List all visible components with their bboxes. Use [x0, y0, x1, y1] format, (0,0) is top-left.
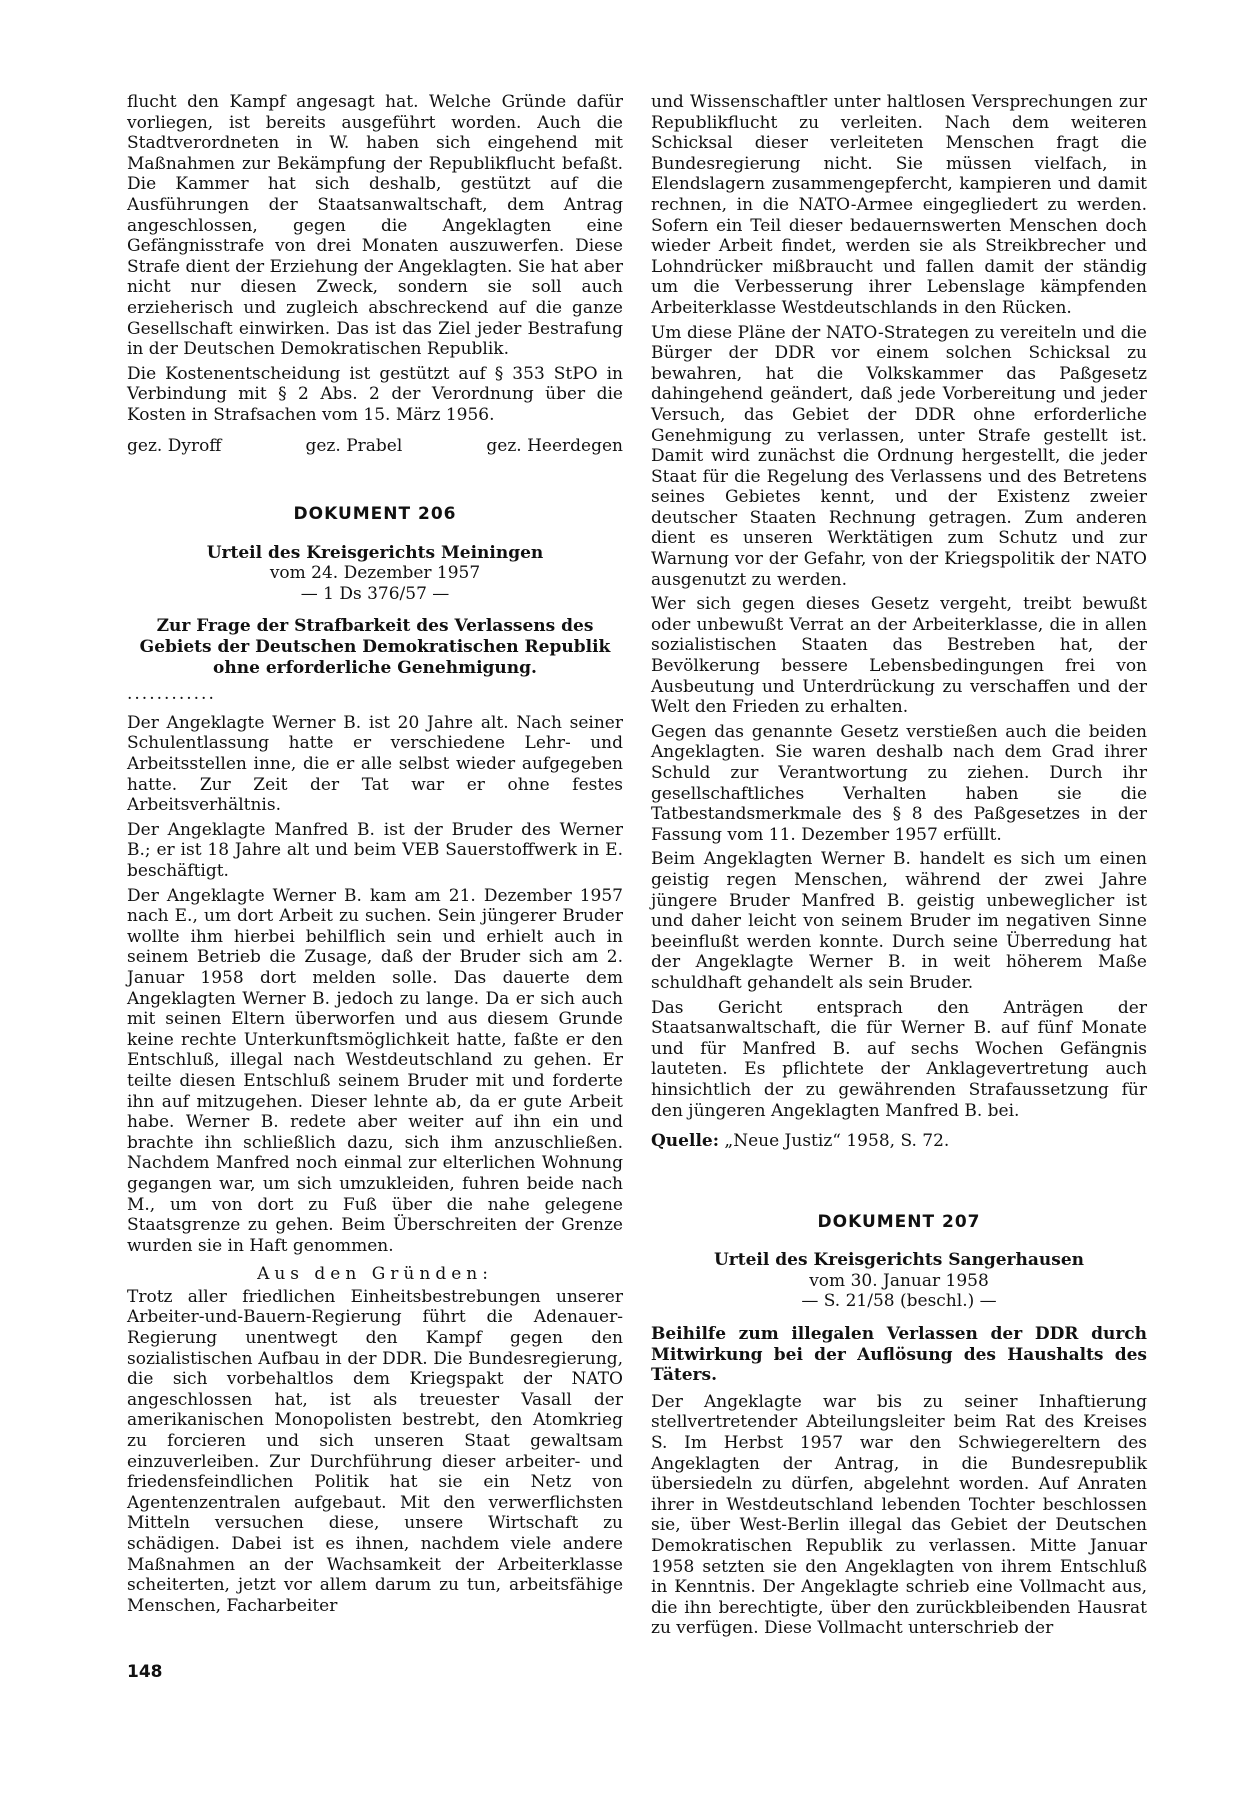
paragraph: flucht den Kampf angesagt hat. Welche Gründe dafür vorliegen, ist bereits ausgeführt worden. Auch die Stadtverordneten in W. haben sich eingehend mit Maßnahmen zur Bekämpfung der Republikflucht befaßt. Die Kammer hat sich deshalb, gestützt auf die Ausführungen der Staatsanwaltschaft, dem Antrag angeschlossen, gegen die Angeklagten eine Gefängnisstrafe von drei Monaten auszuwerfen. Diese Strafe dient der Erziehung der Angeklagten. Sie hat aber nicht nur diesen Zweck, sondern sie soll auch erzieherisch und zugleich abschreckend auf die ganze Gesellschaft einwirken. Das ist das Ziel jeder Bestrafung in der Deutschen Demokratischen Republik. [127, 92, 623, 360]
paragraph: Das Gericht entsprach den Anträgen der Staatsanwaltschaft, die für Werner B. auf fünf Monate und für Manfred B. auf sechs Wochen Gefängnis lauteten. Es pflichtete der Anklagevertretung auch hinsichtlich der zu gewährenden Strafaussetzung für den jüngeren Angeklagten Manfred B. bei. [651, 997, 1147, 1121]
page-number: 148 [127, 1662, 163, 1682]
paragraph: Der Angeklagte war bis zu seiner Inhaftierung stellvertretender Abteilungsleiter beim Rat des Kreises S. Im Herbst 1957 war den Schwiegereltern des Angeklagten der Antrag, in die Bundesrepublik übersiedeln zu dürfen, abgelehnt worden. Auf Anraten ihrer in Westdeutschland lebenden Tochter beschlossen sie, über West-Berlin illegal das Gebiet der Deutschen Demokratischen Republik zu verlassen. Mitte Januar 1958 setzten sie den Angeklagten von ihrem Entschluß in Kenntnis. Der Angeklagte schrieb eine Vollmacht aus, die ihn berechtigte, über den zurückbleibenden Hausrat zu verfügen. Diese Vollmacht unterschrieb der [651, 1391, 1147, 1639]
judgment-date: vom 30. Januar 1958 [809, 1270, 989, 1291]
reasons-heading: Aus den Gründen: [257, 1264, 493, 1285]
judgment-date: vom 24. Dezember 1957 [269, 563, 481, 584]
paragraph: Der Angeklagte Werner B. ist 20 Jahre alt. Nach seiner Schulentlassung hatte er verschiedene Lehr- und Arbeitsstellen inne, die er alle selbst wieder aufgegeben hatte. Zur Zeit der Tat war er ohne festes Arbeitsverhältnis. [127, 712, 623, 816]
court-title: Urteil des Kreisgerichts Sangerhausen [713, 1250, 1084, 1271]
paragraph: Der Angeklagte Manfred B. ist der Bruder des Werner B.; er ist 18 Jahre alt und beim VEB Sauerstoffwerk in E. beschäftigt. [127, 819, 623, 881]
subject-heading: Zur Frage der Strafbarkeit des Verlassens des Gebiets der Deutschen Demokratischen Republik ohne erforderliche Genehmigung. [139, 616, 611, 678]
paragraph: Trotz aller friedlichen Einheitsbestrebungen unserer Arbeiter-und-Bauern-Regierung führt die Adenauer-Regierung unentwegt den Kampf gegen den sozialistischen Aufbau in der DDR. Die Bundesregierung, die sich vorbehaltlos dem Kriegspakt der NATO angeschlossen hat, ist als treuester Vasall der amerikanischen Monopolisten bestrebt, den Atomkrieg zu forcieren und sich unseren Staat gewaltsam einzuverleiben. Zur Durchführung dieser arbeiter- und friedensfeindlichen Politik hat sie ein Netz von Agentenzentralen aufgebaut. Mit den verwerflichsten Mitteln versuchen diese, unsere Wirtschaft zu schädigen. Dabei ist es ihnen, nachdem viele andere Maßnahmen an der Wachsamkeit der Arbeiterklasse scheiterten, jetzt vor allem darum zu tun, arbeitsfähige Menschen, Facharbeiter [127, 1286, 623, 1616]
signature: gez. Prabel [305, 435, 403, 456]
case-reference: — 1 Ds 376/57 — [300, 583, 450, 604]
document-heading: DOKUMENT 206 [293, 504, 457, 525]
paragraph: Um diese Pläne der NATO-Strategen zu vereiteln und die Bürger der DDR vor einem solchen Schicksal zu bewahren, hat die Volkskammer das Paßgesetz dahingehend geändert, daß jede Vorbereitung und jeder Versuch, das Gebiet der DDR ohne erforderliche Genehmigung zu verlassen, unter Strafe gestellt ist. Damit wird zunächst die Ordnung hergestellt, die jeder Staat für die Regelung des Verlassens und des Betretens seines Gebietes kennt, und der Existenz zweier deutscher Staaten Rechnung getragen. Zum anderen dient es unseren Werktätigen zum Schutz und zur Warnung vor der Gefahr, von der Kriegspolitik der NATO ausgenutzt zu werden. [651, 322, 1147, 590]
paragraph: Der Angeklagte Werner B. kam am 21. Dezember 1957 nach E., um dort Arbeit zu suchen. Sein jüngerer Bruder wollte ihm hierbei behilflich sein und erhielt auch in seinem Betrieb die Zusage, daß der Bruder sich am 2. Januar 1958 dort melden solle. Das dauerte dem Angeklagten Werner B. jedoch zu lange. Da er sich auch mit seinen Eltern überworfen und aus diesem Grunde keine rechte Unterkunftsmöglichkeit hatte, faßte er den Entschluß, illegal nach Westdeutschland zu gehen. Er teilte diesen Entschluß seinem Bruder mit und forderte ihn auf mitzugehen. Dieser lehnte ab, da er gute Arbeit habe. Werner B. redete aber weiter auf ihn ein und brachte ihn schließlich dazu, sich ihm anzuschließen. Nachdem Manfred noch einmal zur elterlichen Wohnung gegangen war, um sich umzukleiden, fuhren beide nach M., um von dort zu Fuß über die nahe gelegene Staatsgrenze zu gehen. Beim Überschreiten der Grenze wurden sie in Haft genommen. [127, 885, 623, 1256]
signatures [127, 436, 623, 457]
signature: gez. Dyroff [127, 435, 222, 456]
source-text: „Neue Justiz“ 1958, S. 72. [724, 1131, 950, 1152]
source-label: Quelle: [651, 1131, 719, 1152]
right-column [651, 92, 1147, 1643]
paragraph: Beim Angeklagten Werner B. handelt es sich um einen geistig regen Menschen, während der zwei Jahre jüngere Bruder Manfred B. geistig unbeweglicher ist und daher leicht von seinem Bruder im negativen Sinne beeinflußt werden konnte. Durch seine Überredung hat der Angeklagte Werner B. in weit höherem Maße schuldhaft gehandelt als sein Bruder. [651, 849, 1147, 993]
case-reference: — S. 21/58 (beschl.) — [801, 1291, 997, 1312]
left-column [127, 92, 623, 1620]
paragraph: Die Kostenentscheidung ist gestützt auf § 353 StPO in Verbindung mit § 2 Abs. 2 der Verordnung über die Kosten in Strafsachen vom 15. März 1956. [127, 363, 623, 425]
signature: gez. Heerdegen [486, 435, 623, 456]
court-title: Urteil des Kreisgerichts Meiningen [206, 542, 544, 563]
paragraph: und Wissenschaftler unter haltlosen Versprechungen zur Republikflucht zu verleiten. Nach dem weiteren Schicksal dieser verleiteten Menschen fragt die Bundesregierung nicht. Sie müssen vielfach, in Elendslagern zusammengepfercht, kampieren und damit rechnen, in die NATO-Armee eingegliedert zu werden. Sofern ein Teil dieser bedauernswerten Menschen doch wieder Arbeit findet, werden sie als Streikbrecher und Lohndrücker mißbraucht und fallen damit der ständig um die Verbesserung ihrer Lebenslage kämpfenden Arbeiterklasse Westdeutschlands in den Rücken. [651, 92, 1147, 318]
paragraph: Wer sich gegen dieses Gesetz vergeht, treibt bewußt oder unbewußt Verrat an der Arbeiterklasse, die in allen sozialistischen Staaten das Bestreben hat, der Bevölkerung bessere Lebensbedingungen frei von Ausbeutung und Unterdrückung zu verschaffen und der Welt den Frieden zu erhalten. [651, 594, 1147, 718]
source-line [651, 1131, 1147, 1152]
ellipsis-dots: ............ [127, 684, 216, 705]
document-heading: DOKUMENT 207 [817, 1211, 981, 1232]
paragraph: Gegen das genannte Gesetz verstießen auch die beiden Angeklagten. Sie waren deshalb nach dem Grad ihrer Schuld zur Verantwortung zu ziehen. Durch ihr gesellschaftliches Verhalten haben sie die Tatbestandsmerkmale des § 8 des Paßgesetzes in der Fassung vom 11. Dezember 1957 erfüllt. [651, 721, 1147, 845]
subject-heading: Beihilfe zum illegalen Verlassen der DDR durch Mitwirkung bei der Auflösung des Haushalts des Täters. [651, 1324, 1147, 1386]
